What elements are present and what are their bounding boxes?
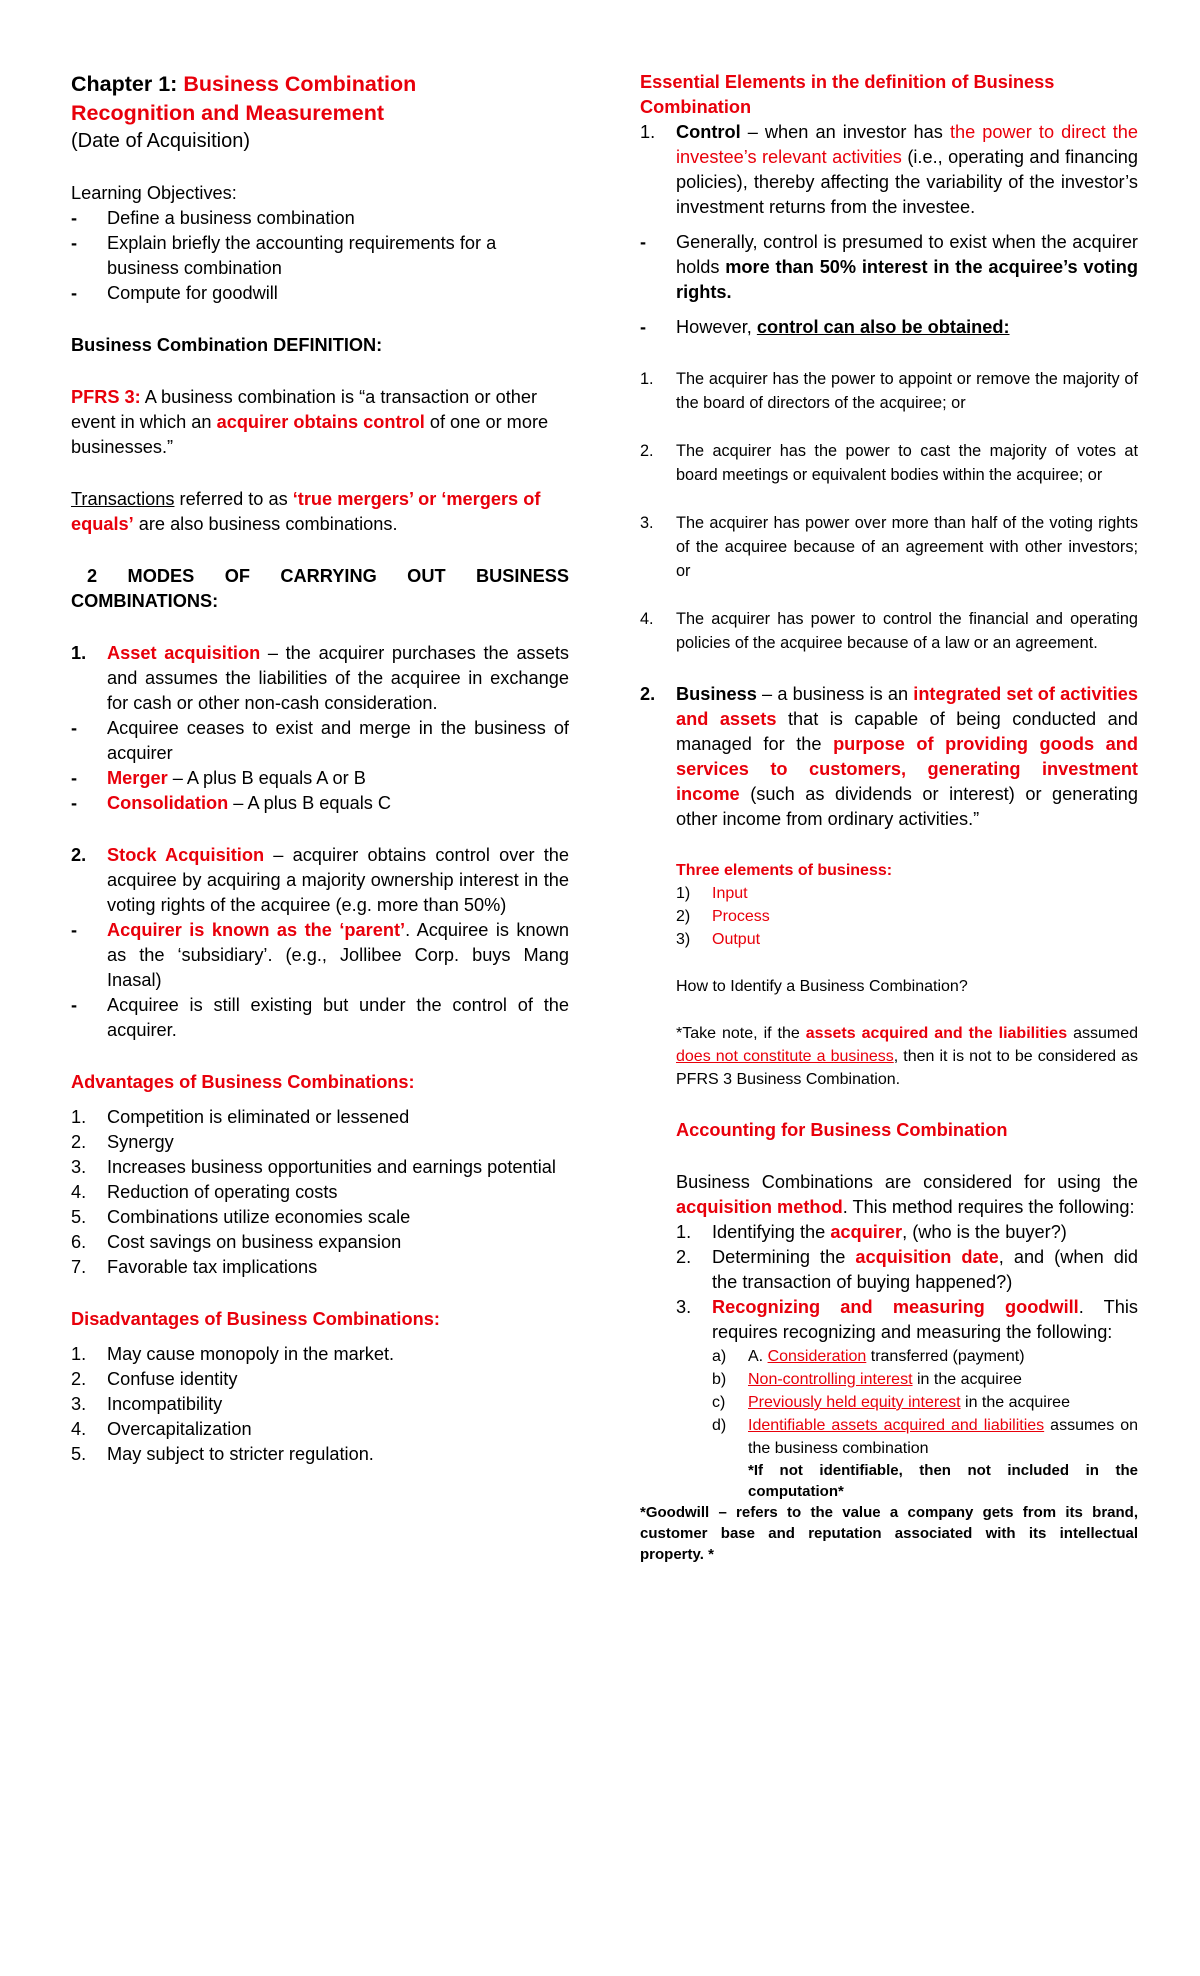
list-item: 2) Process <box>676 908 770 925</box>
list-item: 3. Increases business opportunities and earnings potential <box>71 1157 556 1177</box>
modes-heading: 2 MODES OF CARRYING OUT BUSINESS COMBINATIONS: <box>71 566 569 611</box>
list-item: 7. Favorable tax implications <box>71 1257 318 1277</box>
list-item: 1. Identifying the acquirer, (who is the buyer?) <box>676 1222 1067 1242</box>
list-item: 1) Input <box>676 885 748 902</box>
control-conditions-list <box>640 367 1138 655</box>
list-item: 4. Reduction of operating costs <box>71 1182 338 1202</box>
list-item: - Define a business combination <box>71 208 355 228</box>
list-item: 6. Cost savings on business expansion <box>71 1232 402 1252</box>
disadvantages-heading: Disadvantages of Business Combinations: <box>71 1309 440 1329</box>
disadvantages-list <box>71 1342 569 1467</box>
list-item: 1. The acquirer has the power to appoint or remove the majority of the board of directors of the acquiree; or <box>640 370 1138 412</box>
list-item: - Acquiree is still existing but under the control of the acquirer. <box>71 995 569 1040</box>
element-business: 2. Business – a business is an integrated set of activities and assets that is capable of being conducted and managed for the purpose of providing goods and services to customers, generating investment income (such as dividends or interest) or generating other income from ordinary activities.” <box>640 684 1138 829</box>
list-item: 2. The acquirer has the power to cast the majority of votes at board meetings or equivalent bodies within the acquiree; or <box>640 442 1138 484</box>
pfrs3-definition: PFRS 3: A business combination is “a transaction or other event in which an acquirer obtains control of one or more businesses.” <box>71 387 549 457</box>
list-item: 3) Output <box>676 931 761 948</box>
list-item: 4. Overcapitalization <box>71 1419 252 1439</box>
advantages-list <box>71 1105 569 1280</box>
learning-objectives-list <box>71 206 569 306</box>
list-item: 5. Combinations utilize economies scale <box>71 1207 411 1227</box>
list-item: 3. Incompatibility <box>71 1394 223 1414</box>
list-item: 1. Competition is eliminated or lessened <box>71 1107 410 1127</box>
chapter-title-line2: Recognition and Measurement <box>71 101 384 125</box>
list-item: - Acquirer is known as the ‘parent’. Acquiree is known as the ‘subsidiary’. (e.g., Jollibee Corp. buys Mang Inasal) <box>71 920 569 990</box>
list-item: - Compute for goodwill <box>71 283 278 303</box>
identify-question: How to Identify a Business Combination? <box>676 978 968 995</box>
list-item: - Consolidation – A plus B equals C <box>71 793 392 813</box>
list-item: b) Non-controlling interest in the acquiree <box>712 1371 1022 1388</box>
learning-objectives-heading: Learning Objectives: <box>71 183 237 203</box>
true-mergers-paragraph: Transactions referred to as ‘true mergers’ or ‘mergers of equals’ are also business combinations. <box>71 489 541 534</box>
list-item: - Explain briefly the accounting requirements for a business combination <box>71 233 497 278</box>
list-item: 2. Synergy <box>71 1132 174 1152</box>
list-item: 4. The acquirer has power to control the financial and operating policies of the acquiree because of a law or an agreement. <box>640 610 1138 652</box>
chapter-title-line1: Business Combination <box>183 72 417 96</box>
list-item: 2. Determining the acquisition date, and (when did the transaction of buying happened?) <box>676 1247 1138 1292</box>
take-note-paragraph: *Take note, if the assets acquired and the liabilities assumed does not constitute a business, then it is not to be considered as PFRS 3 Business Combination. <box>676 1025 1138 1088</box>
list-item: a) A. Consideration transferred (payment) <box>712 1348 1025 1365</box>
list-item: d) Identifiable assets acquired and liabilities assumes on the business combination <box>712 1417 1138 1457</box>
list-item: 1. May cause monopoly in the market. <box>71 1344 395 1364</box>
list-item: - Merger – A plus B equals A or B <box>71 768 366 788</box>
accounting-heading: Accounting for Business Combination <box>676 1120 1008 1140</box>
element-control: 1. Control – when an investor has the power to direct the investee’s relevant activities (i.e., operating and financing policies), thereby affecting the variability of the investor’s investment returns from the investee. <box>640 122 1138 217</box>
chapter-subtitle: (Date of Acquisition) <box>71 130 250 152</box>
list-item: 3. The acquirer has power over more than half of the voting rights of the acquiree because of an agreement with other investors; or <box>640 514 1138 580</box>
chapter-prefix: Chapter 1: <box>71 72 184 96</box>
right-column <box>640 70 1138 1565</box>
goodwill-note: *Goodwill – refers to the value a company gets from its brand, customer base and reputation associated with its intellectual property. * <box>640 1504 1138 1563</box>
definition-heading: Business Combination DEFINITION: <box>71 335 383 355</box>
chapter-title <box>71 70 569 128</box>
list-item: 2. Confuse identity <box>71 1369 238 1389</box>
list-item: 5. May subject to stricter regulation. <box>71 1444 374 1464</box>
list-item: 3. Recognizing and measuring goodwill. This requires recognizing and measuring the following: <box>676 1297 1139 1342</box>
mode-asset-acquisition: 1. Asset acquisition – the acquirer purchases the assets and assumes the liabilities of the acquiree in exchange for cash or other non-cash consideration. <box>71 643 570 713</box>
advantages-heading: Advantages of Business Combinations: <box>71 1072 415 1092</box>
essential-elements-heading: Essential Elements in the definition of Business Combination <box>640 72 1055 117</box>
mode-stock-acquisition: 2. Stock Acquisition – acquirer obtains control over the acquiree by acquiring a majority ownership interest in the voting rights of the acquiree (e.g. more than 50%) <box>71 845 569 915</box>
list-item: - Acquiree ceases to exist and merge in the business of acquirer <box>71 718 569 763</box>
list-item: c) Previously held equity interest in the acquiree <box>712 1394 1070 1411</box>
identifiable-note: *If not identifiable, then not included in the computation* <box>748 1462 1138 1500</box>
three-elements-heading: Three elements of business: <box>676 862 893 879</box>
list-item: - Generally, control is presumed to exist when the acquirer holds more than 50% interest in the acquiree’s voting rights. <box>640 232 1138 302</box>
acquisition-method-paragraph: Business Combinations are considered for using the acquisition method. This method requires the following: <box>676 1172 1138 1217</box>
list-item: - However, control can also be obtained: <box>640 317 1010 337</box>
left-column <box>71 70 569 1467</box>
